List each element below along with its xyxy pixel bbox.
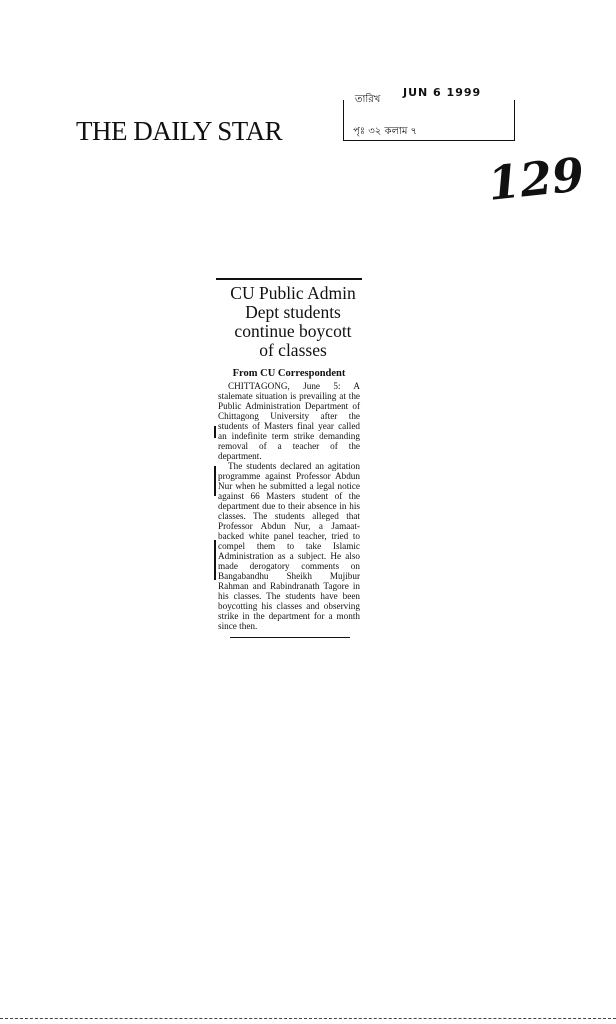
stamp-page-column: পৃঃ ৩২ কলাম ৭	[353, 126, 418, 137]
headline-line: of classes	[259, 340, 327, 360]
news-clipping	[216, 278, 362, 638]
article-paragraph: CHITTAGONG, June 5: A stalemate situation is prevailing at the Public Administration Department of Chittagong University after the students of Masters final year called an indefinite term strike demanding removal of a teacher of the department.	[218, 381, 360, 461]
article-byline: From CU Correspondent	[232, 368, 346, 379]
archive-stamp	[343, 88, 515, 144]
stamp-date: JUN 6 1999	[403, 86, 482, 99]
headline-line: Dept students	[245, 302, 341, 322]
article-headline	[216, 284, 362, 360]
stamp-date-label: তারিখ	[355, 94, 381, 105]
article-paragraph: The students declared an agitation programme against Professor Abdun Nur when he submitted a legal notice against 66 Masters student of the department due to their absence in his classes. The students alleged that Professor Abdun Nur, a Jamaat-backed white panel teacher, tried to compel them to take Islamic Administration as a subject. He also made derogatory comments on Bangabandhu Sheikh Mujibur Rahman and Rabindranath Tagore in his classes. The students have been boycotting his classes and observing strike in the department for a month since then.	[218, 461, 360, 631]
headline-line: continue boycott	[234, 321, 352, 341]
newspaper-masthead: THE DAILY STAR	[76, 116, 283, 146]
article-body	[216, 381, 362, 631]
clipping-bottom-rule	[230, 637, 350, 638]
page-edge	[0, 1018, 616, 1019]
handwritten-page-number: 129	[485, 147, 587, 211]
clipping-top-rule	[216, 278, 362, 280]
headline-line: CU Public Admin	[230, 283, 356, 303]
